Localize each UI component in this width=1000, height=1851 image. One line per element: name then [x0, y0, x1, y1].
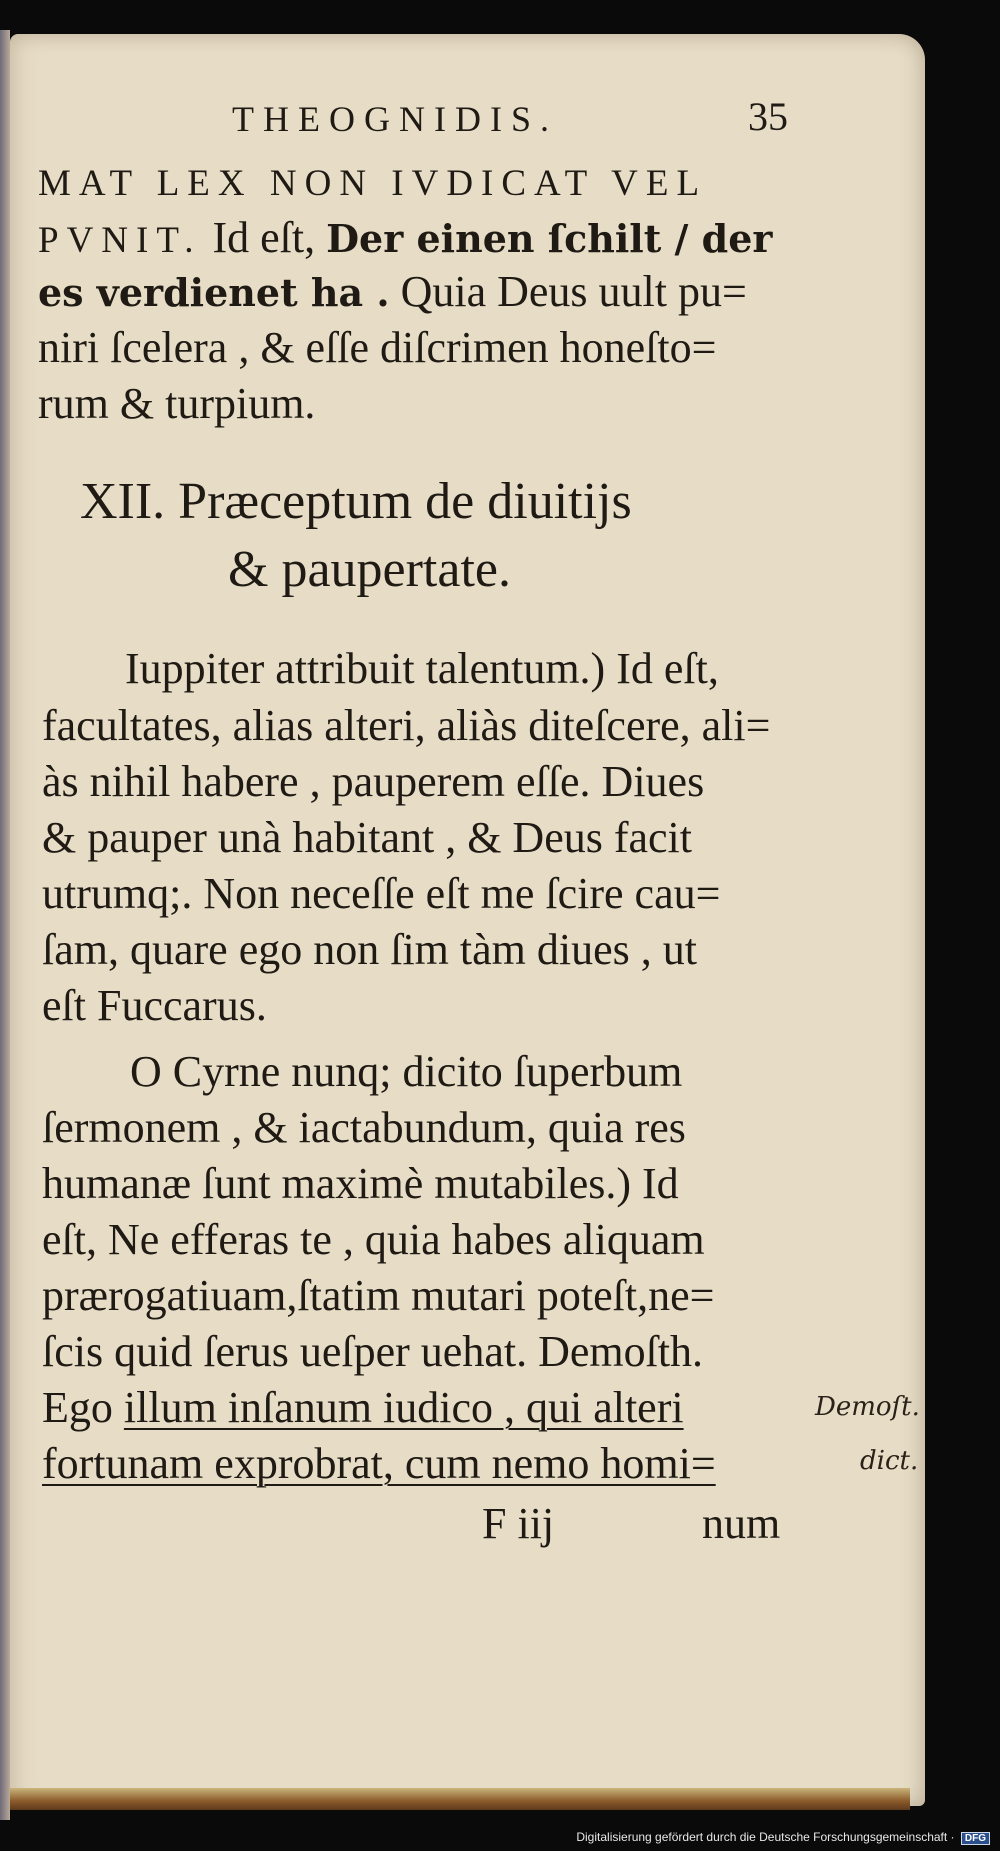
- paragraph-1-line-3: às nihil habere , pauperem eſſe. Diues: [42, 757, 705, 806]
- paragraph-1-line-2: facultates, alias alteri, aliàs diteſcere, ali=: [42, 701, 771, 750]
- page-number: 35: [748, 94, 788, 139]
- paragraph-2-line-1: O Cyrne nunq; dicito ſuperbum: [130, 1047, 683, 1096]
- text-line-1: MAT LEX NON IVDICAT VEL: [38, 163, 708, 204]
- catchword: num: [702, 1499, 781, 1548]
- paragraph-1-line-6: ſam, quare ego non ſim tàm diues , ut: [42, 925, 697, 974]
- paragraph-1-line-7: eſt Fuccarus.: [42, 981, 267, 1030]
- digitization-credit: [576, 1830, 990, 1845]
- text-line-2-latin: Id eſt,: [212, 213, 316, 262]
- text-line-3: [38, 266, 747, 317]
- text-line-2: [38, 212, 772, 263]
- text-line-2-german: Der einen ſchilt / der: [326, 216, 773, 261]
- paragraph-2-line-7-start: Ego: [42, 1383, 113, 1432]
- paragraph-2-line-4: eſt, Ne efferas te , quia habes aliquam: [42, 1215, 705, 1264]
- underlined-quotation: illum inſanum iudico , qui alteri: [123, 1383, 684, 1432]
- paragraph-1-line-5: utrumq;. Non neceſſe eſt me ſcire cau=: [42, 869, 721, 918]
- text-line-3-german: es verdienet ha .: [38, 270, 390, 315]
- paragraph-2-line-5: prærogatiuam,ſtatim mutari poteſt,ne=: [42, 1271, 715, 1320]
- binding-edge: [10, 1788, 910, 1810]
- credit-text: Digitalisierung gefördert durch die Deutsche Forschungsgemeinschaft ·: [576, 1830, 955, 1844]
- running-title: THEOGNIDIS.: [232, 99, 558, 139]
- paragraph-2-line-3: humanæ ſunt maximè mutabiles.) Id: [42, 1159, 679, 1208]
- paragraph-2-line-7: [42, 1382, 684, 1433]
- underlined-quotation-continued: fortunam exprobrat, cum nemo homi=: [42, 1439, 716, 1488]
- text-line-4: niri ſcelera , & eſſe diſcrimen honeſto=: [38, 323, 717, 372]
- signature-mark: F iij: [482, 1499, 555, 1548]
- dfg-logo: DFG: [961, 1832, 990, 1845]
- section-heading: XII. Præceptum de diuitijs: [80, 473, 632, 530]
- text-line-5: rum & turpium.: [38, 379, 316, 428]
- marginal-note: Demoſt.: [815, 1392, 920, 1422]
- paragraph-1-line-4: & pauper unà habitant , & Deus facit: [42, 813, 693, 862]
- paragraph-2-line-2: ſermonem , & iactabundum, quia res: [42, 1103, 686, 1152]
- text-line-3-latin: Quia Deus uult pu=: [400, 267, 747, 316]
- paragraph-2-line-6: ſcis quid ſerus ueſper uehat. Demoſth.: [42, 1327, 704, 1376]
- text-line-2-caps: PVNIT.: [38, 220, 202, 261]
- page-edge: [0, 30, 10, 1820]
- paragraph-1-line-1: Iuppiter attribuit talentum.) Id eſt,: [125, 644, 719, 693]
- marginal-note: dict.: [860, 1446, 919, 1476]
- section-heading-continued: & paupertate.: [228, 541, 511, 598]
